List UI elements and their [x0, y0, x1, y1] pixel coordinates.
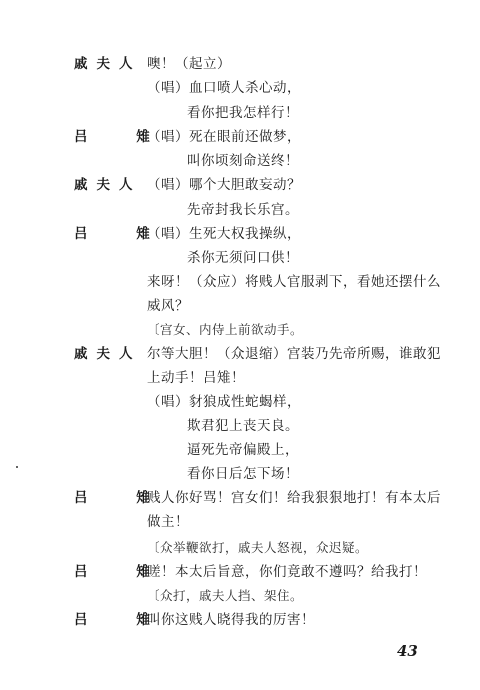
stage-direction: 〔众举鞭欲打，戚夫人怒视，众迟疑。	[147, 540, 369, 555]
speaker-label: 戚夫人	[74, 346, 142, 362]
dialogue-line: 逼死先帝偏殿上，	[187, 442, 299, 458]
dialogue-line: 嗟！本太后旨意，你们竟敢不遵吗？给我打！	[147, 564, 427, 580]
dialogue-line: 叫你顷刻命送终！	[187, 153, 299, 169]
dialogue-line: 先帝封我长乐宫。	[187, 202, 299, 218]
dialogue-line: （唱）豺狼成性蛇蝎样，	[147, 394, 301, 410]
dialogue-line: （唱）血口喷人杀心动，	[147, 80, 301, 96]
dialogue-line: 来呀！（众应）将贱人官服剥下，看她还摆什么	[147, 274, 441, 290]
dialogue-line: 尔等大胆！（众退缩）宫装乃先帝所赐，谁敢犯	[147, 346, 441, 362]
speaker-label: 吕 雉	[74, 490, 172, 506]
speaker-label: 吕 雉	[74, 226, 172, 242]
speaker-label: 吕 雉	[74, 564, 172, 580]
dialogue-line: 威风？	[147, 298, 189, 314]
stage-direction: 〔宫女、内侍上前欲动手。	[147, 322, 304, 337]
dialogue-line: 噢！（起立）	[147, 56, 231, 72]
dialogue-line: 上动手！吕雉！	[147, 370, 245, 386]
dialogue-line: （唱）死在眼前还做梦，	[147, 129, 301, 145]
dialogue-line: （唱）生死大权我操纵，	[147, 226, 301, 242]
stage-direction: 〔众打，戚夫人挡、架住。	[147, 588, 304, 603]
dialogue-line: 做主！	[147, 514, 189, 530]
dialogue-line: 欺君犯上丧天良。	[187, 418, 299, 434]
margin-mark	[16, 466, 18, 468]
speaker-label: 戚夫人	[74, 56, 142, 72]
page-number: 43	[397, 642, 418, 660]
dialogue-line: 看你把我怎样行！	[187, 105, 299, 121]
speaker-label: 吕 雉	[74, 612, 172, 628]
dialogue-line: 看你日后怎下场！	[187, 466, 299, 482]
dialogue-line: 叫你这贱人晓得我的厉害！	[147, 612, 315, 628]
speaker-label: 吕 雉	[74, 129, 172, 145]
dialogue-line: 杀你无须问口供！	[187, 250, 299, 266]
speaker-label: 戚夫人	[74, 177, 142, 193]
dialogue-line: （唱）哪个大胆敢妄动？	[147, 177, 301, 193]
dialogue-line: 贱人你好骂！宫女们！给我狠狠地打！有本太后	[147, 490, 441, 506]
